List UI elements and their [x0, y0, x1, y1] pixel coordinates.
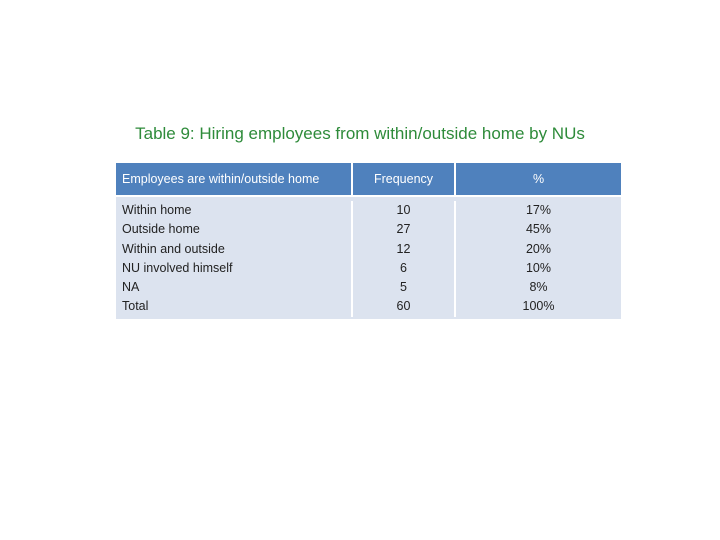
row-label: NU involved himself — [116, 259, 353, 278]
row-percent: 8% — [529, 280, 548, 295]
row-label: Within home — [116, 201, 353, 220]
table-row — [116, 240, 621, 259]
table-header-row — [116, 163, 621, 197]
row-frequency: 27 — [353, 220, 456, 239]
row-percent: 10% — [525, 260, 552, 275]
table-row — [116, 220, 621, 239]
row-label: NA — [116, 278, 353, 297]
row-percent: 17% — [525, 203, 552, 217]
header-employees: Employees are within/outside home — [116, 163, 353, 195]
data-table — [116, 163, 621, 319]
table-row-total — [116, 297, 621, 316]
row-frequency: 6 — [353, 259, 456, 278]
row-frequency: 5 — [353, 278, 456, 297]
table-row — [116, 259, 621, 278]
row-percent: 100% — [522, 299, 555, 314]
row-label: Outside home — [116, 220, 353, 239]
table-body — [116, 197, 621, 319]
header-percent: % — [532, 172, 545, 186]
header-frequency: Frequency — [353, 163, 456, 195]
row-frequency: 10 — [353, 201, 456, 220]
row-percent: 20% — [525, 241, 552, 256]
row-frequency: 12 — [353, 240, 456, 259]
table-title: Table 9: Hiring employees from within/outside home by NUs — [135, 124, 585, 143]
row-frequency: 60 — [353, 297, 456, 316]
table-row — [116, 201, 621, 220]
table-row — [116, 278, 621, 297]
row-label: Total — [116, 297, 353, 316]
row-label: Within and outside — [116, 240, 353, 259]
row-percent: 45% — [525, 222, 552, 237]
